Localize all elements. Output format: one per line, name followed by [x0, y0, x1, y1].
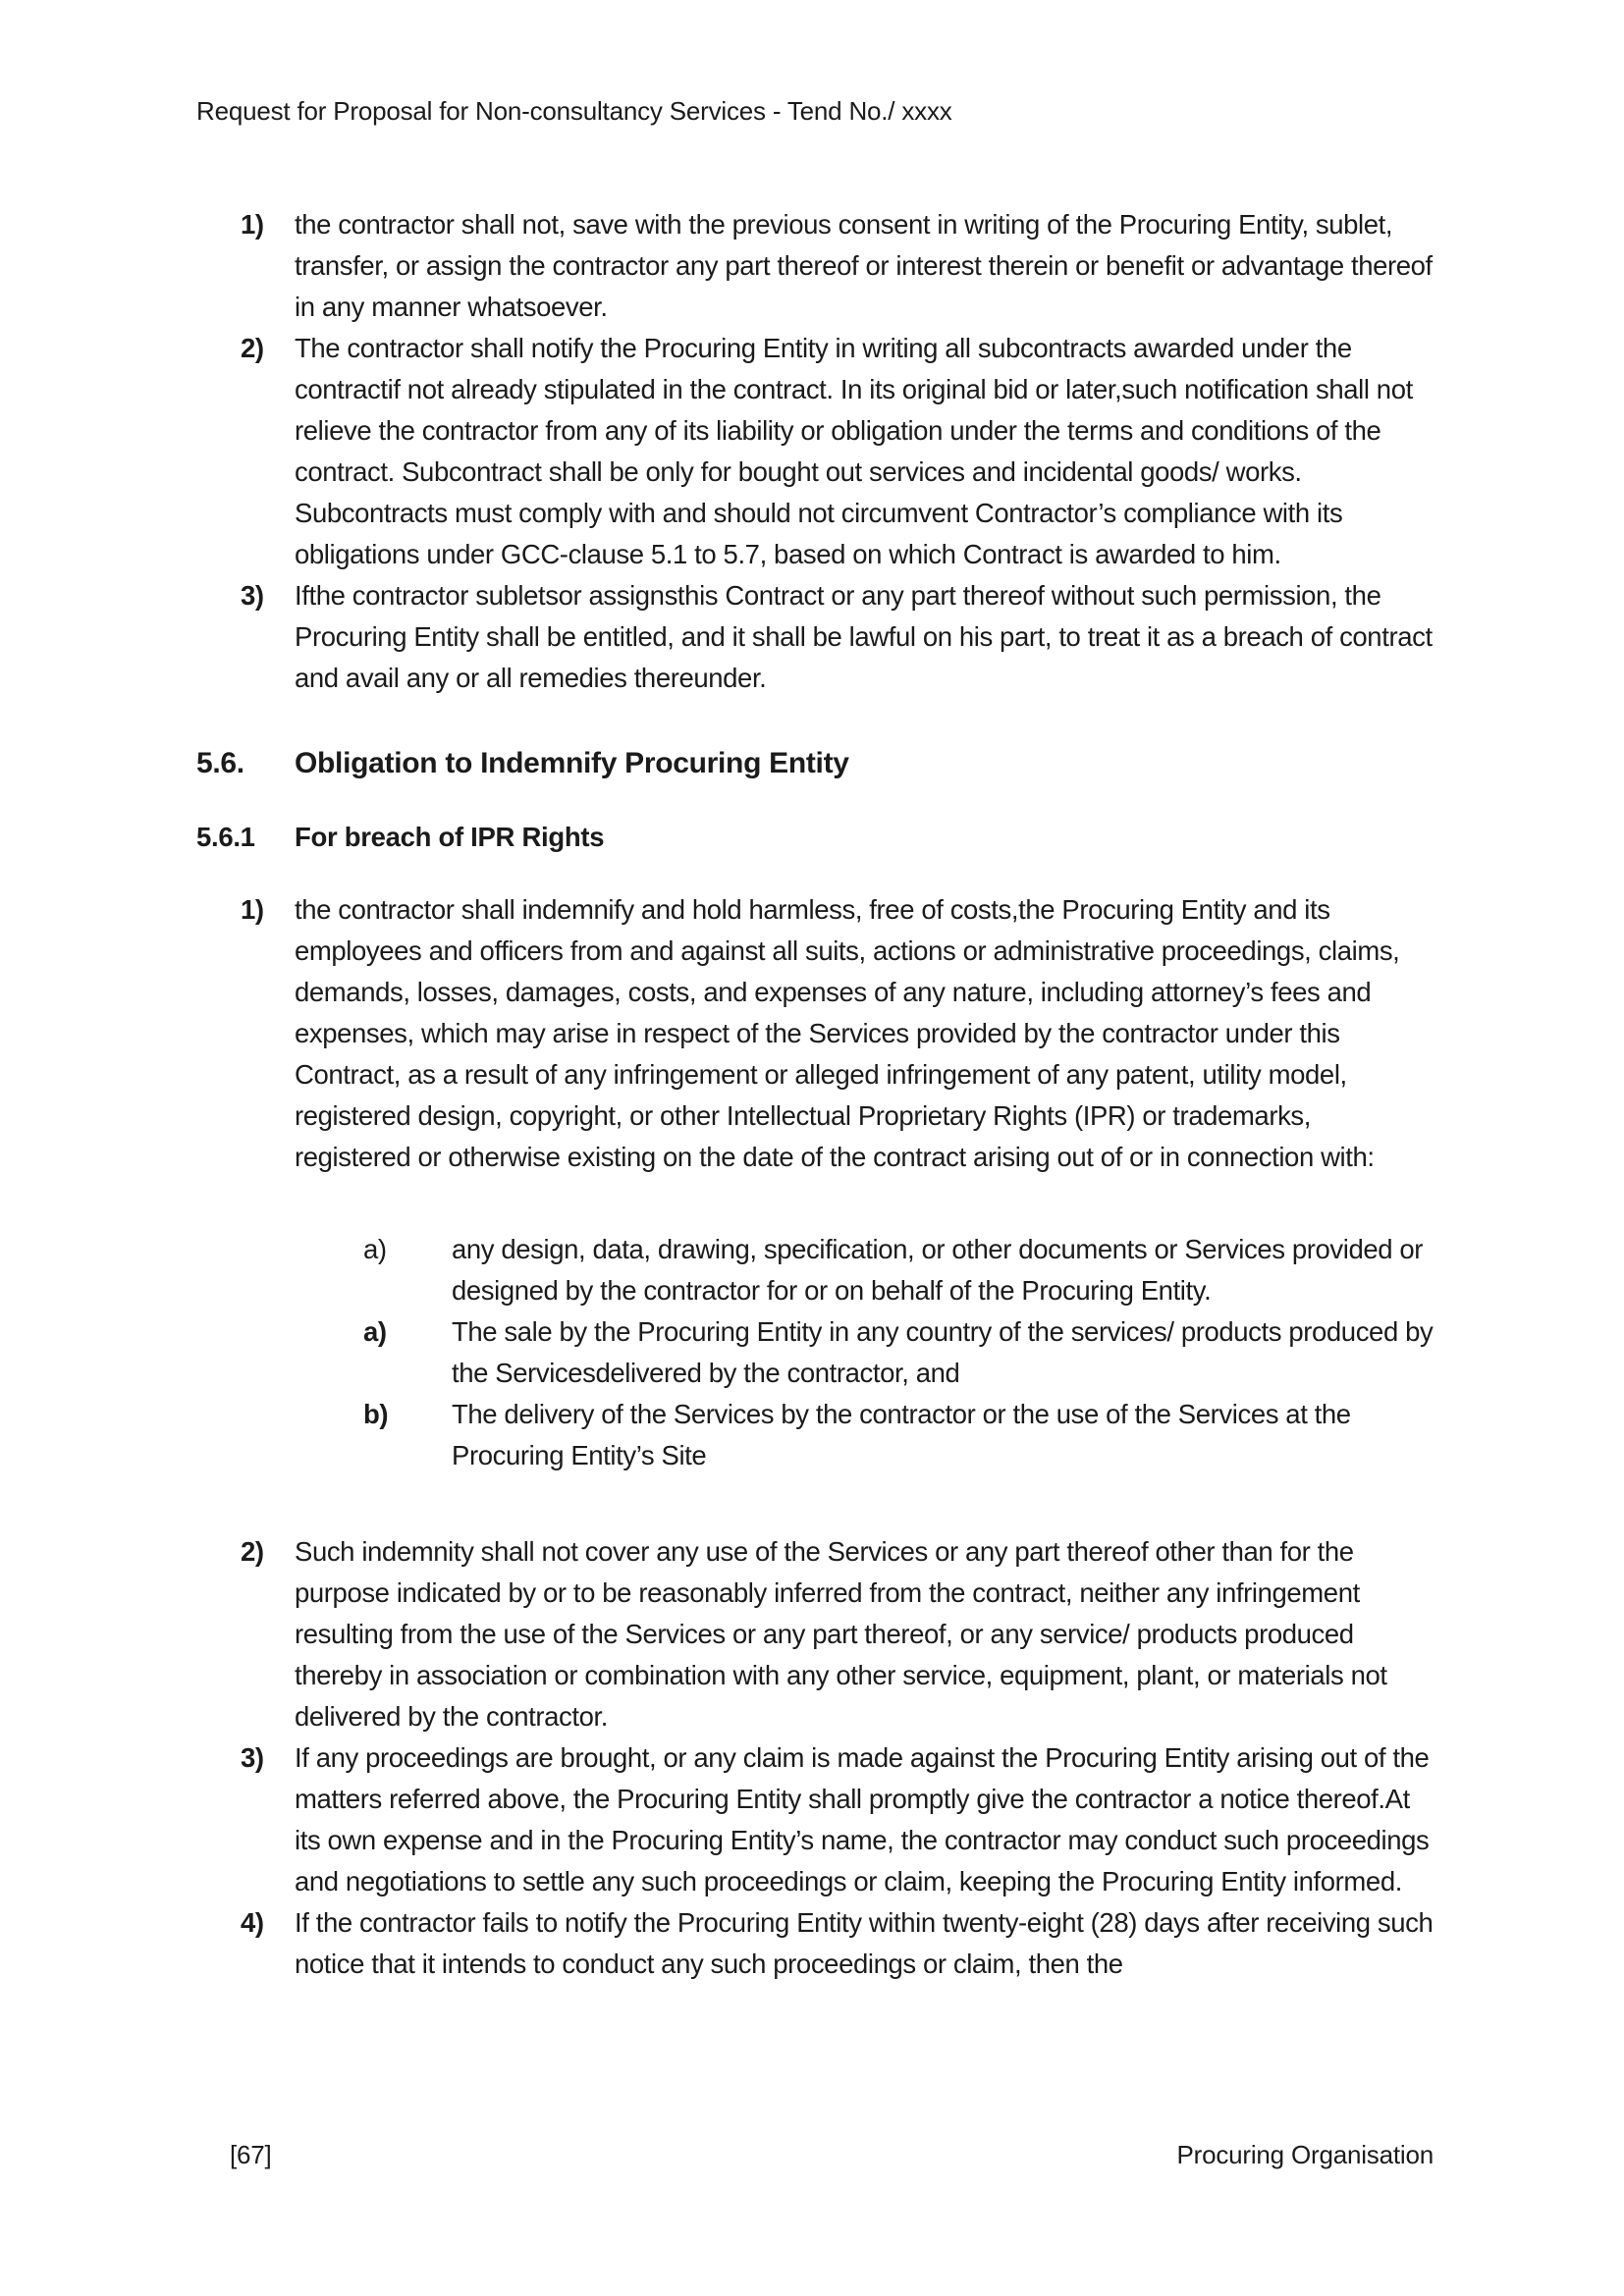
- list-item-marker: a): [363, 1316, 387, 1347]
- list-item: [363, 1394, 1434, 1476]
- list-item: [241, 1737, 1434, 1902]
- section-heading-5-6: [196, 744, 1434, 783]
- list-item: [363, 1311, 1434, 1394]
- list-item-text: The contractor shall notify the Procuring Entity in writing all subcontracts awarded under the contractif not already stipulated in the contract. In its original bid or later,such notification shall not relieve the contractor from any of its liability or obligation under the terms and conditions of the contract. Subcontract shall be only for bought out services and incidental goods/ works. Subcontracts must comply with and should not circumvent Contractor’s compliance with its obligations under GCC-clause 5.1 to 5.7, based on which Contract is awarded to him.: [295, 333, 1413, 569]
- subsection-title: For breach of IPR Rights: [295, 822, 605, 852]
- ipr-list-part1: [241, 889, 1434, 1178]
- list-item-marker: a): [363, 1234, 387, 1264]
- list-item: [241, 1531, 1434, 1737]
- list-item-marker: b): [363, 1399, 389, 1429]
- footer-organisation: Procuring Organisation: [1176, 2140, 1434, 2169]
- ipr-list-part2: [241, 1531, 1434, 1985]
- list-item-text: If any proceedings are brought, or any claim is made against the Procuring Entity arising out of the matters referred above, the Procuring Entity shall promptly give the contractor a notice thereof.At its own expense and in the Procuring Entity’s name, the contractor may conduct such proceedings and negotiations to settle any such proceedings or claim, keeping the Procuring Entity informed.: [295, 1742, 1430, 1896]
- list-item: [241, 575, 1434, 699]
- list-item-text: Ifthe contractor subletsor assignsthis Contract or any part thereof without such permission, the Procuring Entity shall be entitled, and it shall be lawful on his part, to treat it as a breach of contract and avail any or all remedies thereunder.: [295, 580, 1433, 693]
- list-item-text: any design, data, drawing, specification, or other documents or Services provided or designed by the contractor for or on behalf of the Procuring Entity.: [452, 1234, 1424, 1306]
- list-item: [241, 204, 1434, 328]
- subcontract-list: [241, 204, 1434, 699]
- list-item: [241, 1902, 1434, 1985]
- footer-page-number: [67]: [230, 2140, 272, 2169]
- list-item-text: the contractor shall not, save with the previous consent in writing of the Procuring Entity, sublet, transfer, or assign the contractor any part thereof or interest therein or benefit or advantage thereof in any manner whatsoever.: [295, 209, 1433, 322]
- page-header-title: Request for Proposal for Non-consultancy Services - Tend No./ xxxx: [196, 96, 952, 126]
- list-item-text: The delivery of the Services by the contractor or the use of the Services at the Procuring Entity’s Site: [452, 1399, 1351, 1470]
- list-item-text: The sale by the Procuring Entity in any country of the services/ products produced by the Servicesdelivered by the contractor, and: [452, 1316, 1434, 1388]
- list-item: [363, 1229, 1434, 1311]
- list-item-text: the contractor shall indemnify and hold harmless, free of costs,the Procuring Entity and its employees and officers from and against all suits, actions or administrative proceedings, claims, demands, losses, damages, costs, and expenses of any nature, including attorney’s fees and expenses, which may arise in respect of the Services provided by the contractor under this Contract, as a result of any infringement or alleged infringement of any patent, utility model, registered design, copyright, or other Intellectual Proprietary Rights (IPR) or trademarks, registered or otherwise existing on the date of the contract arising out of or in connection with:: [295, 894, 1400, 1172]
- list-item-marker: 3): [241, 1742, 264, 1773]
- ipr-sublist: [363, 1229, 1434, 1476]
- list-item: [241, 889, 1434, 1178]
- list-item-marker: 2): [241, 1536, 264, 1567]
- section-number: 5.6.: [196, 747, 244, 779]
- page-footer: [230, 2138, 1434, 2171]
- section-title: Obligation to Indemnify Procuring Entity: [295, 747, 849, 779]
- list-item-marker: 1): [241, 894, 264, 925]
- list-item-marker: 4): [241, 1907, 264, 1938]
- subsection-heading-5-6-1: [196, 819, 1434, 856]
- list-item-text: If the contractor fails to notify the Procuring Entity within twenty-eight (28) days after receiving such notice that it intends to conduct any such proceedings or claim, then the: [295, 1907, 1434, 1979]
- subsection-number: 5.6.1: [196, 822, 255, 852]
- list-item-marker: 1): [241, 209, 264, 240]
- list-item: [241, 328, 1434, 575]
- list-item-marker: 2): [241, 333, 264, 363]
- list-item-text: Such indemnity shall not cover any use of the Services or any part thereof other than for the purpose indicated by or to be reasonably inferred from the contract, neither any infringement resulting from the use of the Services or any part thereof, or any service/ products produced thereby in association or combination with any other service, equipment, plant, or materials not delivered by the contractor.: [295, 1536, 1387, 1732]
- list-item-marker: 3): [241, 580, 264, 611]
